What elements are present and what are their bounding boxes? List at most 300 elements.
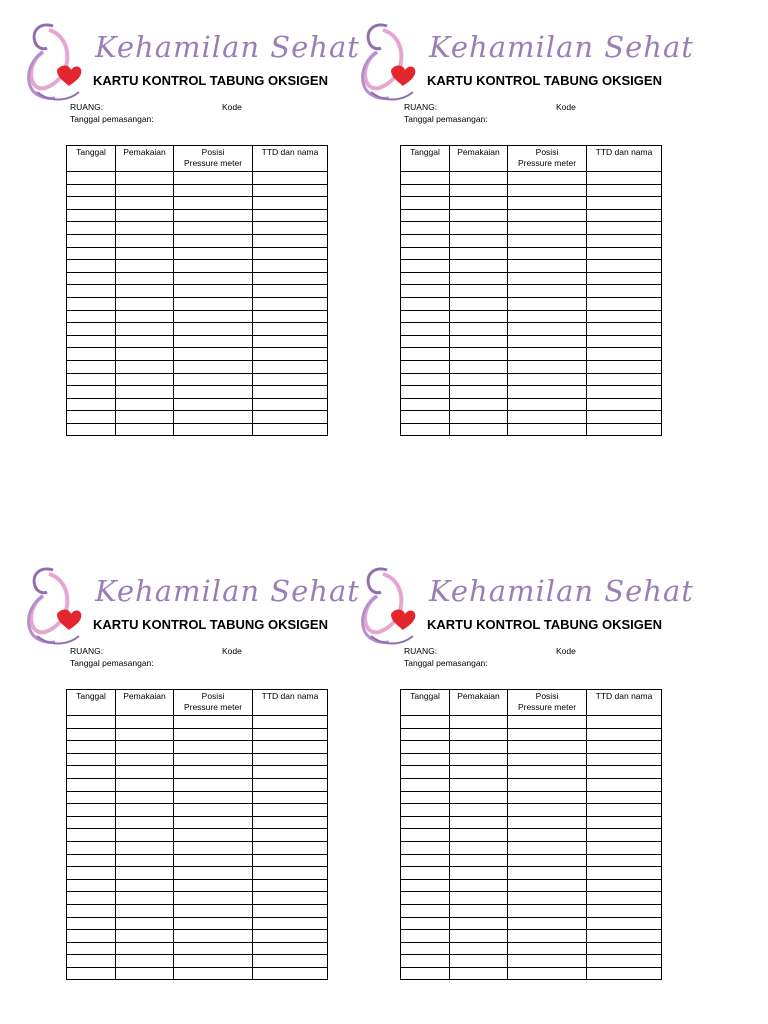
table-cell[interactable] [174,323,253,336]
table-cell[interactable] [67,917,116,930]
table-cell[interactable] [67,892,116,905]
table-cell[interactable] [450,386,508,399]
table-cell[interactable] [587,360,662,373]
table-cell[interactable] [116,791,174,804]
table-cell[interactable] [450,272,508,285]
table-cell[interactable] [116,172,174,185]
table-cell[interactable] [508,753,587,766]
table-cell[interactable] [401,335,450,348]
table-cell[interactable] [401,867,450,880]
table-cell[interactable] [116,904,174,917]
table-cell[interactable] [587,741,662,754]
table-cell[interactable] [508,917,587,930]
table-cell[interactable] [401,942,450,955]
table-cell[interactable] [508,766,587,779]
table-cell[interactable] [174,272,253,285]
table-cell[interactable] [450,260,508,273]
table-cell[interactable] [587,373,662,386]
table-cell[interactable] [174,753,253,766]
table-cell[interactable] [587,184,662,197]
table-cell[interactable] [587,778,662,791]
table-cell[interactable] [508,716,587,729]
table-cell[interactable] [450,222,508,235]
table-cell[interactable] [508,310,587,323]
table-cell[interactable] [450,323,508,336]
table-cell[interactable] [401,423,450,436]
table-cell[interactable] [401,766,450,779]
table-cell[interactable] [508,323,587,336]
table-cell[interactable] [587,967,662,980]
table-cell[interactable] [450,373,508,386]
table-cell[interactable] [450,917,508,930]
table-cell[interactable] [508,816,587,829]
table-cell[interactable] [450,930,508,943]
table-cell[interactable] [508,741,587,754]
table-cell[interactable] [116,778,174,791]
table-cell[interactable] [116,373,174,386]
table-cell[interactable] [67,867,116,880]
table-cell[interactable] [116,816,174,829]
table-cell[interactable] [253,398,328,411]
table-cell[interactable] [67,728,116,741]
table-cell[interactable] [587,310,662,323]
table-cell[interactable] [508,854,587,867]
table-cell[interactable] [401,804,450,817]
table-cell[interactable] [253,816,328,829]
table-cell[interactable] [401,172,450,185]
table-cell[interactable] [401,778,450,791]
table-cell[interactable] [253,753,328,766]
table-cell[interactable] [253,360,328,373]
table-cell[interactable] [508,867,587,880]
table-cell[interactable] [253,209,328,222]
table-cell[interactable] [116,766,174,779]
table-cell[interactable] [401,234,450,247]
table-cell[interactable] [450,310,508,323]
table-cell[interactable] [116,398,174,411]
table-cell[interactable] [587,234,662,247]
table-cell[interactable] [253,386,328,399]
table-cell[interactable] [67,398,116,411]
table-cell[interactable] [508,197,587,210]
table-cell[interactable] [116,209,174,222]
table-cell[interactable] [67,967,116,980]
table-cell[interactable] [116,892,174,905]
table-cell[interactable] [174,184,253,197]
table-cell[interactable] [508,967,587,980]
table-cell[interactable] [116,197,174,210]
table-cell[interactable] [253,892,328,905]
table-cell[interactable] [67,285,116,298]
table-cell[interactable] [253,879,328,892]
table-cell[interactable] [67,323,116,336]
table-cell[interactable] [174,955,253,968]
table-cell[interactable] [253,373,328,386]
table-cell[interactable] [508,172,587,185]
table-cell[interactable] [587,955,662,968]
table-cell[interactable] [401,323,450,336]
table-cell[interactable] [116,423,174,436]
table-cell[interactable] [67,197,116,210]
table-cell[interactable] [508,335,587,348]
table-cell[interactable] [67,778,116,791]
table-cell[interactable] [116,867,174,880]
table-cell[interactable] [450,716,508,729]
table-cell[interactable] [587,323,662,336]
table-cell[interactable] [253,335,328,348]
table-cell[interactable] [450,423,508,436]
table-cell[interactable] [450,791,508,804]
table-cell[interactable] [450,766,508,779]
table-cell[interactable] [508,209,587,222]
table-cell[interactable] [116,879,174,892]
table-cell[interactable] [253,728,328,741]
table-cell[interactable] [401,411,450,424]
table-cell[interactable] [116,716,174,729]
table-cell[interactable] [508,234,587,247]
table-cell[interactable] [67,766,116,779]
table-cell[interactable] [253,411,328,424]
table-cell[interactable] [587,247,662,260]
table-cell[interactable] [508,373,587,386]
table-cell[interactable] [508,411,587,424]
table-cell[interactable] [508,829,587,842]
table-cell[interactable] [174,310,253,323]
table-cell[interactable] [253,766,328,779]
table-cell[interactable] [67,360,116,373]
table-cell[interactable] [67,841,116,854]
table-cell[interactable] [450,741,508,754]
table-cell[interactable] [253,197,328,210]
table-cell[interactable] [450,804,508,817]
table-cell[interactable] [508,285,587,298]
table-cell[interactable] [174,791,253,804]
table-cell[interactable] [587,297,662,310]
table-cell[interactable] [401,272,450,285]
table-cell[interactable] [450,879,508,892]
table-cell[interactable] [67,955,116,968]
table-cell[interactable] [116,728,174,741]
table-cell[interactable] [401,841,450,854]
table-cell[interactable] [450,209,508,222]
table-cell[interactable] [67,411,116,424]
table-cell[interactable] [67,753,116,766]
table-cell[interactable] [401,297,450,310]
table-cell[interactable] [253,778,328,791]
table-cell[interactable] [401,728,450,741]
table-cell[interactable] [587,285,662,298]
table-cell[interactable] [253,184,328,197]
table-cell[interactable] [253,285,328,298]
table-cell[interactable] [174,360,253,373]
table-cell[interactable] [174,879,253,892]
table-cell[interactable] [116,360,174,373]
table-cell[interactable] [587,398,662,411]
table-cell[interactable] [174,234,253,247]
table-cell[interactable] [174,411,253,424]
table-cell[interactable] [116,348,174,361]
table-cell[interactable] [174,285,253,298]
table-cell[interactable] [508,791,587,804]
table-cell[interactable] [174,854,253,867]
table-cell[interactable] [450,942,508,955]
table-cell[interactable] [401,386,450,399]
table-cell[interactable] [67,272,116,285]
table-cell[interactable] [450,728,508,741]
table-cell[interactable] [401,398,450,411]
table-cell[interactable] [253,172,328,185]
table-cell[interactable] [508,728,587,741]
table-cell[interactable] [174,867,253,880]
table-cell[interactable] [174,917,253,930]
table-cell[interactable] [67,816,116,829]
table-cell[interactable] [174,297,253,310]
table-cell[interactable] [67,791,116,804]
table-cell[interactable] [67,804,116,817]
table-cell[interactable] [174,829,253,842]
table-cell[interactable] [253,955,328,968]
table-cell[interactable] [587,222,662,235]
table-cell[interactable] [401,360,450,373]
table-cell[interactable] [67,260,116,273]
table-cell[interactable] [587,260,662,273]
table-cell[interactable] [450,297,508,310]
table-cell[interactable] [67,942,116,955]
table-cell[interactable] [67,348,116,361]
table-cell[interactable] [67,741,116,754]
table-cell[interactable] [174,247,253,260]
table-cell[interactable] [67,879,116,892]
table-cell[interactable] [508,247,587,260]
table-cell[interactable] [253,841,328,854]
table-cell[interactable] [401,892,450,905]
table-cell[interactable] [116,310,174,323]
table-cell[interactable] [253,423,328,436]
table-cell[interactable] [174,172,253,185]
table-cell[interactable] [174,778,253,791]
table-cell[interactable] [174,398,253,411]
table-cell[interactable] [401,348,450,361]
table-cell[interactable] [508,778,587,791]
table-cell[interactable] [116,285,174,298]
table-cell[interactable] [253,967,328,980]
table-cell[interactable] [508,955,587,968]
table-cell[interactable] [67,209,116,222]
table-cell[interactable] [587,197,662,210]
table-cell[interactable] [116,804,174,817]
table-cell[interactable] [116,247,174,260]
table-cell[interactable] [450,778,508,791]
table-cell[interactable] [67,222,116,235]
table-cell[interactable] [174,423,253,436]
table-cell[interactable] [174,728,253,741]
table-cell[interactable] [508,360,587,373]
table-cell[interactable] [587,942,662,955]
table-cell[interactable] [253,260,328,273]
table-cell[interactable] [450,197,508,210]
table-cell[interactable] [450,285,508,298]
table-cell[interactable] [450,753,508,766]
table-cell[interactable] [253,804,328,817]
table-cell[interactable] [253,297,328,310]
table-cell[interactable] [116,967,174,980]
table-cell[interactable] [253,348,328,361]
table-cell[interactable] [450,360,508,373]
table-cell[interactable] [508,804,587,817]
table-cell[interactable] [401,285,450,298]
table-cell[interactable] [401,222,450,235]
table-cell[interactable] [253,247,328,260]
table-cell[interactable] [174,967,253,980]
table-cell[interactable] [116,753,174,766]
table-cell[interactable] [401,917,450,930]
table-cell[interactable] [253,716,328,729]
table-cell[interactable] [508,841,587,854]
table-cell[interactable] [508,398,587,411]
table-cell[interactable] [174,892,253,905]
table-cell[interactable] [508,904,587,917]
table-cell[interactable] [116,930,174,943]
table-cell[interactable] [508,892,587,905]
table-cell[interactable] [67,234,116,247]
table-cell[interactable] [401,741,450,754]
table-cell[interactable] [116,297,174,310]
table-cell[interactable] [67,423,116,436]
table-cell[interactable] [253,234,328,247]
table-cell[interactable] [174,930,253,943]
table-cell[interactable] [401,930,450,943]
table-cell[interactable] [508,386,587,399]
table-cell[interactable] [508,930,587,943]
table-cell[interactable] [174,741,253,754]
table-cell[interactable] [253,323,328,336]
table-cell[interactable] [450,172,508,185]
table-cell[interactable] [587,917,662,930]
table-cell[interactable] [401,247,450,260]
table-cell[interactable] [116,741,174,754]
table-cell[interactable] [401,184,450,197]
table-cell[interactable] [174,766,253,779]
table-cell[interactable] [67,904,116,917]
table-cell[interactable] [67,184,116,197]
table-cell[interactable] [253,310,328,323]
table-cell[interactable] [253,930,328,943]
table-cell[interactable] [401,967,450,980]
table-cell[interactable] [401,879,450,892]
table-cell[interactable] [174,716,253,729]
table-cell[interactable] [116,829,174,842]
table-cell[interactable] [587,904,662,917]
table-cell[interactable] [174,335,253,348]
table-cell[interactable] [253,272,328,285]
table-cell[interactable] [253,791,328,804]
table-cell[interactable] [253,854,328,867]
table-cell[interactable] [67,716,116,729]
table-cell[interactable] [116,411,174,424]
table-cell[interactable] [401,791,450,804]
table-cell[interactable] [587,791,662,804]
table-cell[interactable] [587,411,662,424]
table-cell[interactable] [401,854,450,867]
table-cell[interactable] [587,867,662,880]
table-cell[interactable] [174,816,253,829]
table-cell[interactable] [587,209,662,222]
table-cell[interactable] [508,184,587,197]
table-cell[interactable] [67,335,116,348]
table-cell[interactable] [587,841,662,854]
table-cell[interactable] [174,348,253,361]
table-cell[interactable] [116,917,174,930]
table-cell[interactable] [508,423,587,436]
table-cell[interactable] [174,942,253,955]
table-cell[interactable] [450,829,508,842]
table-cell[interactable] [253,867,328,880]
table-cell[interactable] [174,841,253,854]
table-cell[interactable] [401,260,450,273]
table-cell[interactable] [116,386,174,399]
table-cell[interactable] [587,816,662,829]
table-cell[interactable] [116,335,174,348]
table-cell[interactable] [508,942,587,955]
table-cell[interactable] [450,234,508,247]
table-cell[interactable] [450,247,508,260]
table-cell[interactable] [401,829,450,842]
table-cell[interactable] [401,310,450,323]
table-cell[interactable] [174,373,253,386]
table-cell[interactable] [253,741,328,754]
table-cell[interactable] [587,348,662,361]
table-cell[interactable] [587,728,662,741]
table-cell[interactable] [116,323,174,336]
table-cell[interactable] [67,310,116,323]
table-cell[interactable] [253,222,328,235]
table-cell[interactable] [587,753,662,766]
table-cell[interactable] [587,829,662,842]
table-cell[interactable] [450,955,508,968]
table-cell[interactable] [67,297,116,310]
table-cell[interactable] [450,854,508,867]
table-cell[interactable] [587,892,662,905]
table-cell[interactable] [508,348,587,361]
table-cell[interactable] [253,829,328,842]
table-cell[interactable] [401,373,450,386]
table-cell[interactable] [174,222,253,235]
table-cell[interactable] [450,967,508,980]
table-cell[interactable] [67,172,116,185]
table-cell[interactable] [450,398,508,411]
table-cell[interactable] [587,172,662,185]
table-cell[interactable] [253,917,328,930]
table-cell[interactable] [253,904,328,917]
table-cell[interactable] [450,904,508,917]
table-cell[interactable] [116,942,174,955]
table-cell[interactable] [67,829,116,842]
table-cell[interactable] [67,373,116,386]
table-cell[interactable] [116,272,174,285]
table-cell[interactable] [174,804,253,817]
table-cell[interactable] [587,804,662,817]
table-cell[interactable] [450,816,508,829]
table-cell[interactable] [174,260,253,273]
table-cell[interactable] [174,904,253,917]
table-cell[interactable] [401,197,450,210]
table-cell[interactable] [174,197,253,210]
table-cell[interactable] [508,879,587,892]
table-cell[interactable] [401,716,450,729]
table-cell[interactable] [253,942,328,955]
table-cell[interactable] [116,854,174,867]
table-cell[interactable] [508,297,587,310]
